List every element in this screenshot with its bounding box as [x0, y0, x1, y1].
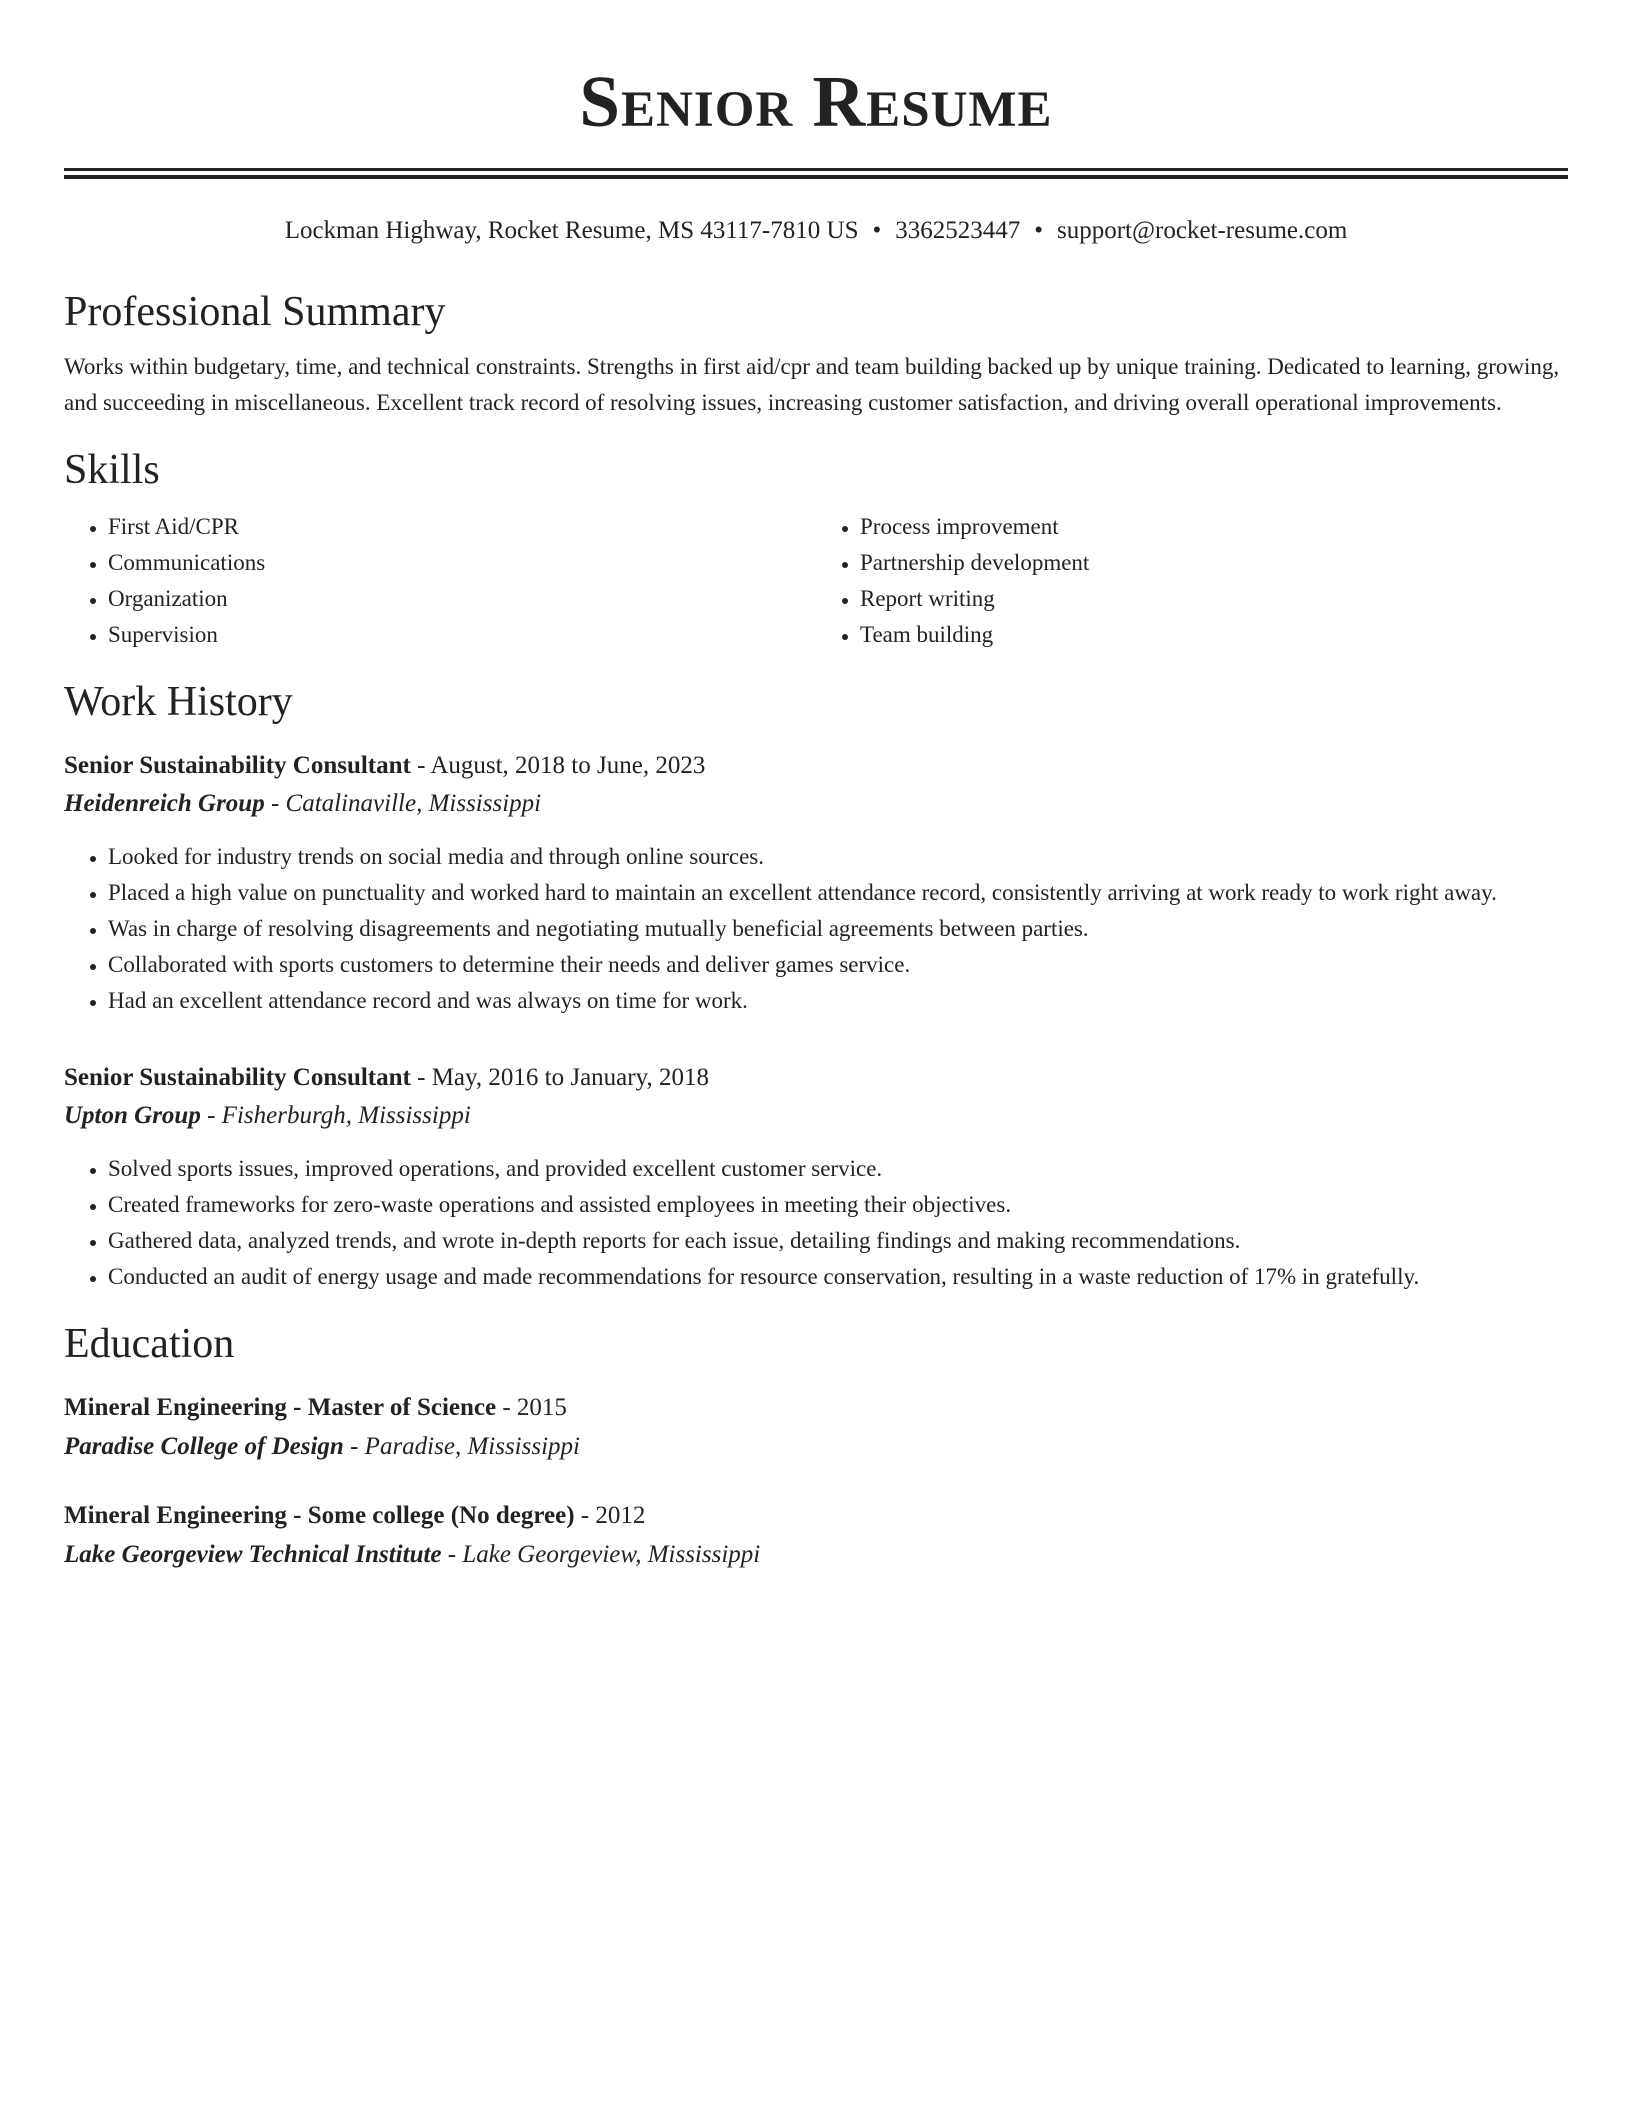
education-header [64, 1497, 1568, 1535]
job-location: - Fisherburgh, Mississippi [207, 1102, 471, 1129]
education-year: - 2012 [580, 1502, 646, 1529]
education-school: Paradise College of Design [64, 1433, 344, 1460]
skills-column-right [816, 509, 1568, 653]
contact-address: Lockman Highway, Rocket Resume, MS 43117-7810 US [284, 217, 859, 244]
job-bullet: • Collaborated with sports customers to determine their needs and deliver games service. [108, 947, 1568, 983]
education-entry [64, 1497, 1568, 1575]
skills-heading: Skills [64, 447, 160, 493]
job-entry [64, 747, 1568, 1019]
job-bullet: • Was in charge of resolving disagreements and negotiating mutually beneficial agreements between parties. [108, 911, 1568, 947]
job-header [64, 1059, 1568, 1097]
contact-email: support@rocket-resume.com [1057, 217, 1348, 244]
job-bullet: • Created frameworks for zero-waste operations and assisted employees in meeting their objectives. [108, 1187, 1568, 1223]
job-role: Senior Sustainability Consultant [64, 1064, 411, 1091]
education-location: - Lake Georgeview, Mississippi [447, 1541, 761, 1568]
education-school: Lake Georgeview Technical Institute [64, 1541, 442, 1568]
job-company-line [64, 785, 1568, 823]
education-year: - 2015 [502, 1394, 567, 1421]
job-location: - Catalinaville, Mississippi [270, 790, 542, 817]
job-dates: - May, 2016 to January, 2018 [417, 1064, 709, 1091]
skill-item: • Organization [108, 581, 816, 617]
job-bullet: • Had an excellent attendance record and was always on time for work. [108, 983, 1568, 1019]
job-bullet: • Solved sports issues, improved operations, and provided excellent customer service. [108, 1151, 1568, 1187]
job-role: Senior Sustainability Consultant [64, 752, 411, 779]
job-bullets [64, 1151, 1568, 1295]
skill-item: • Team building [860, 617, 1568, 653]
header-divider-bottom [64, 175, 1568, 179]
header-divider-top [64, 168, 1568, 171]
skill-item: • Partnership development [860, 545, 1568, 581]
summary-text: Works within budgetary, time, and technical constraints. Strengths in first aid/cpr and team building backed up by unique training. Dedicated to learning, growing, and succeeding in miscellaneous. Excellent track record of resolving issues, increasing customer satisfaction, and driving overall operational improvements. [64, 354, 1560, 415]
summary-heading: Professional Summary [64, 289, 446, 335]
education-school-line [64, 1427, 1568, 1467]
job-bullet: • Gathered data, analyzed trends, and wrote in-depth reports for each issue, detailing findings and making recommendations. [108, 1223, 1568, 1259]
job-header [64, 747, 1568, 785]
job-bullet: • Looked for industry trends on social media and through online sources. [108, 839, 1568, 875]
job-company: Heidenreich Group [64, 790, 265, 817]
job-bullets [64, 839, 1568, 1019]
skill-item: • Communications [108, 545, 816, 581]
job-company: Upton Group [64, 1102, 201, 1129]
skills-list [64, 509, 1568, 653]
skill-item: • Supervision [108, 617, 816, 653]
education-location: - Paradise, Mississippi [350, 1433, 580, 1460]
contact-separator: • [872, 217, 882, 244]
job-company-line [64, 1097, 1568, 1135]
skill-item: • Process improvement [860, 509, 1568, 545]
education-entry [64, 1389, 1568, 1467]
contact-line [64, 215, 1568, 247]
job-bullet: • Placed a high value on punctuality and worked hard to maintain an excellent attendance record, consistently arriving at work ready to work right away. [108, 875, 1568, 911]
education-degree: Mineral Engineering - Master of Science [64, 1394, 497, 1421]
education-header [64, 1389, 1568, 1427]
job-dates: - August, 2018 to June, 2023 [417, 752, 706, 779]
work-history-heading: Work History [64, 679, 293, 725]
job-entry [64, 1059, 1568, 1295]
job-bullet: • Conducted an audit of energy usage and made recommendations for resource conservation, resulting in a waste reduction of 17% in gratefully. [108, 1259, 1568, 1295]
education-degree: Mineral Engineering - Some college (No degree) [64, 1502, 575, 1529]
education-heading: Education [64, 1321, 235, 1367]
resume-title: Senior Resume [579, 61, 1053, 142]
contact-phone: 3362523447 [895, 217, 1021, 244]
contact-separator: • [1034, 217, 1043, 244]
skills-column-left [64, 509, 816, 653]
skill-item: • First Aid/CPR [108, 509, 816, 545]
skill-item: • Report writing [860, 581, 1568, 617]
education-school-line [64, 1535, 1568, 1575]
